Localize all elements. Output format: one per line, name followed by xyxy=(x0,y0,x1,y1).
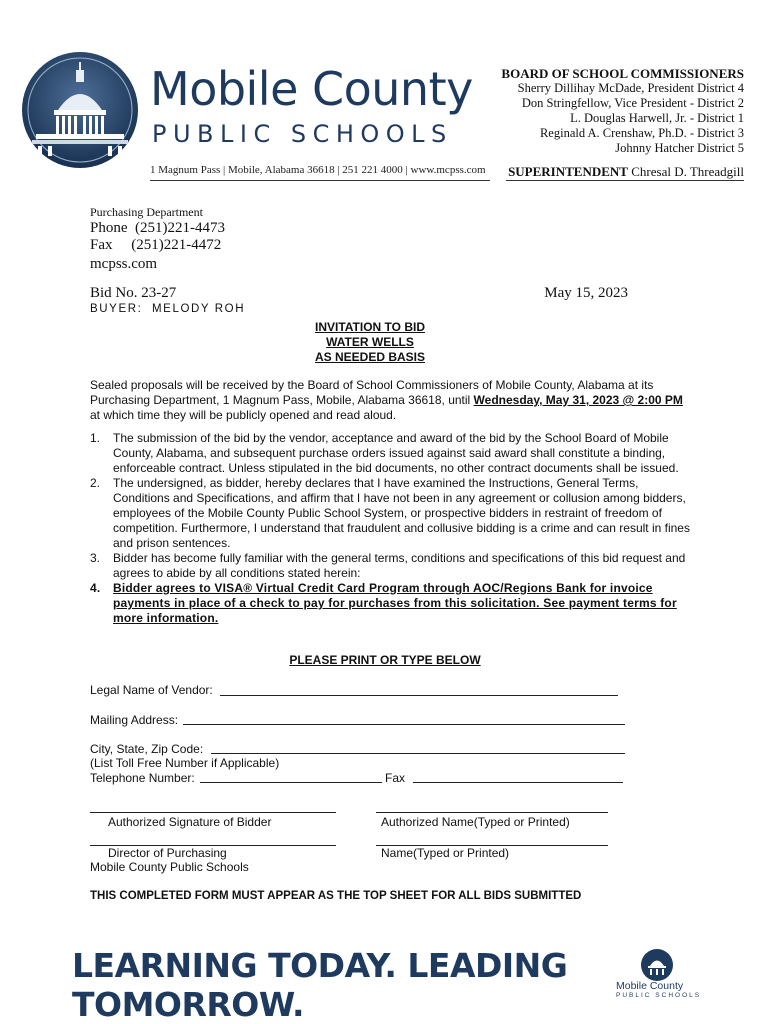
invitation-line: INVITATION TO BID xyxy=(315,320,425,334)
term-number: 2. xyxy=(90,476,101,490)
authorized-name-label: Authorized Name(Typed or Printed) xyxy=(381,815,570,829)
intro-paragraph xyxy=(90,378,690,423)
legal-name-label: Legal Name of Vendor: xyxy=(90,683,213,697)
brand-title: Mobile County xyxy=(150,62,473,116)
board-member: Reginald A. Crenshaw, Ph.D. - District 3 xyxy=(539,126,744,140)
board-member: Johnny Hatcher District 5 xyxy=(615,141,744,155)
terms-list xyxy=(90,431,690,626)
footer-note: THIS COMPLETED FORM MUST APPEAR AS THE TOP SHEET FOR ALL BIDS SUBMITTED xyxy=(90,890,582,902)
mini-seal-icon xyxy=(640,948,674,982)
phone-number: Phone (251)221-4473 xyxy=(90,220,225,236)
website: mcpss.com xyxy=(90,256,158,272)
term-item xyxy=(90,431,690,476)
term-number: 4. xyxy=(90,581,101,595)
telephone-label: Telephone Number: xyxy=(90,771,195,785)
superintendent xyxy=(508,164,744,180)
authorized-name-field[interactable] xyxy=(376,812,608,813)
form-heading: PLEASE PRINT OR TYPE BELOW xyxy=(289,653,481,667)
term-item xyxy=(90,581,690,626)
buyer: BUYER: MELODY ROH xyxy=(90,303,246,315)
authorized-signature-label: Authorized Signature of Bidder xyxy=(108,815,272,829)
legal-name-field[interactable] xyxy=(220,695,618,696)
director-title: Director of Purchasing xyxy=(108,846,227,860)
city-state-zip-label: City, State, Zip Code: xyxy=(90,742,204,756)
superintendent-name: Chresal D. Threadgill xyxy=(631,164,744,179)
capitol-seal-icon xyxy=(20,50,140,170)
board-of-commissioners xyxy=(501,66,744,156)
mini-brand-title: Mobile County xyxy=(616,980,684,992)
term-item xyxy=(90,476,690,551)
mailing-address-label: Mailing Address: xyxy=(90,713,179,727)
intro-text: Sealed proposals will be received by the Board of School Commissioners of Mobile County, Alabama at its Purchasing Department, 1 Magnum Pass, Mobile, Alabama 36618, until xyxy=(90,378,654,407)
organization-name: Mobile County Public Schools xyxy=(90,860,249,874)
fax-label: Fax xyxy=(385,771,406,785)
board-heading: BOARD OF SCHOOL COMMISSIONERS xyxy=(501,66,744,81)
term-number: 1. xyxy=(90,431,101,445)
invitation-line: WATER WELLS xyxy=(326,335,414,349)
board-member: L. Douglas Harwell, Jr. - District 1 xyxy=(570,111,744,125)
mailing-address-field[interactable] xyxy=(183,724,625,725)
contact-line: 1 Magnum Pass | Mobile, Alabama 36618 | 251 221 4000 | www.mcpss.com xyxy=(150,164,486,176)
brand-subtitle: PUBLIC SCHOOLS xyxy=(152,120,453,148)
intro-text: at which time they will be publicly opened and read aloud. xyxy=(90,408,397,422)
toll-free-note: (List Toll Free Number if Applicable) xyxy=(90,756,280,770)
term-item xyxy=(90,551,690,581)
term-text: Bidder agrees to VISA® Virtual Credit Card Program through AOC/Regions Bank for invoice payments in place of a check to pay for purchases from this solicitation. See payment terms for more information. xyxy=(113,581,677,625)
board-member: Don Stringfellow, Vice President - District 2 xyxy=(521,96,744,110)
header-divider xyxy=(150,180,490,181)
term-text: The submission of the bid by the vendor, acceptance and award of the bid by the School Board of Mobile County, Alabama, and subsequent purchase orders issued against said award shall constitute a binding, enforceable contract. Unless stipulated in the bid documents, no other contract documents shall be issued. xyxy=(113,431,679,475)
telephone-field[interactable] xyxy=(200,782,382,783)
header-divider xyxy=(506,180,744,181)
fax-number: Fax (251)221-4472 xyxy=(90,237,222,253)
board-member: Sherry Dillihay McDade, President District 4 xyxy=(517,81,744,95)
term-text: Bidder has become fully familiar with the general terms, conditions and specifications of this bid request and agrees to abide by all conditions stated herein: xyxy=(113,551,686,580)
name-printed-label: Name(Typed or Printed) xyxy=(381,846,510,860)
purchasing-department: Purchasing Department xyxy=(90,205,203,219)
due-date: Wednesday, May 31, 2023 @ 2:00 PM xyxy=(473,393,683,407)
invitation-title xyxy=(0,320,740,365)
term-text: The undersigned, as bidder, hereby declares that I have examined the Instructions, General Terms, Conditions and Specifications, and affirm that I have not been in any agreement or collusion among bidders, employees of the Mobile County Public School System, or prospective bidders in restraint of freedom of competition. Furthermore, I understand that fraudulent and collusive bidding is a crime and can result in fines and prison sentences. xyxy=(113,476,690,550)
superintendent-label: SUPERINTENDENT xyxy=(508,164,628,179)
term-number: 3. xyxy=(90,551,101,565)
tagline: LEARNING TODAY. LEADING TOMORROW. xyxy=(72,946,568,1024)
fax-field[interactable] xyxy=(413,782,623,783)
bid-date: May 15, 2023 xyxy=(544,285,628,301)
mini-brand-subtitle: PUBLIC SCHOOLS xyxy=(616,992,702,999)
bidder-signature-field[interactable] xyxy=(90,812,336,813)
bid-number: Bid No. 23-27 xyxy=(90,285,177,301)
city-state-zip-field[interactable] xyxy=(211,753,625,754)
invitation-line: AS NEEDED BASIS xyxy=(314,350,426,364)
